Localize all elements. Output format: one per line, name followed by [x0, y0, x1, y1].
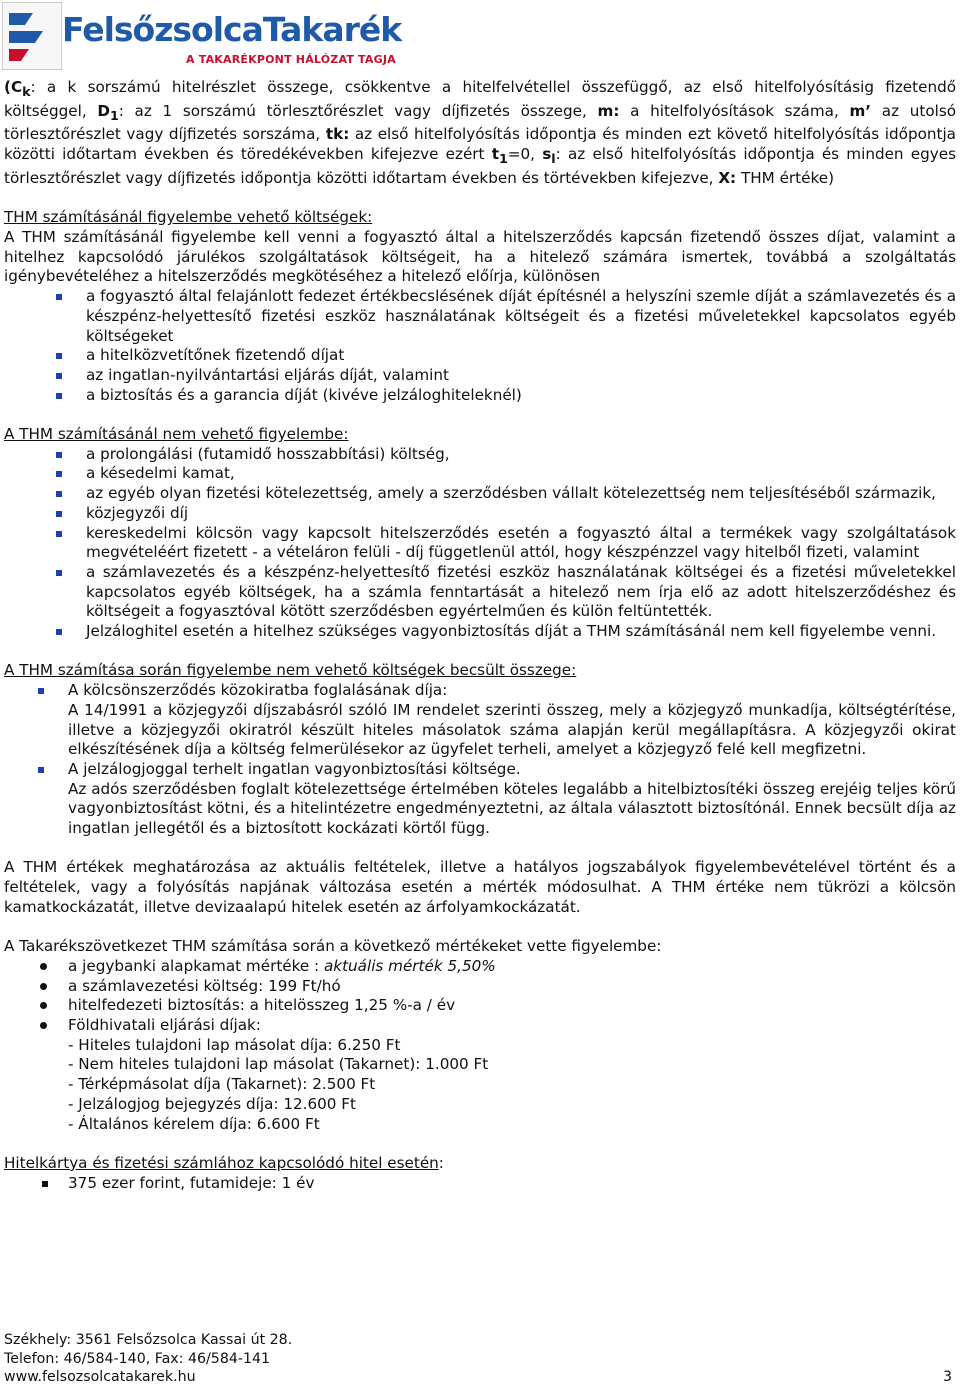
list-item: - Hiteles tulajdoni lap másolat díja: 6.250 Ft: [68, 1035, 401, 1054]
list-item: - Általános kérelem díja: 6.600 Ft: [68, 1114, 320, 1133]
round-bullet-icon: [40, 1022, 47, 1029]
list-item: a késedelmi kamat,: [4, 464, 956, 484]
square-bullet-icon: [56, 294, 62, 300]
list-item: a számlavezetési költség: 199 Ft/hó: [4, 977, 956, 997]
square-bullet-icon: [38, 688, 44, 694]
list-item: hitelfedezeti biztosítás: a hitelösszeg 1,25 %-a / év: [4, 996, 956, 1016]
round-bullet-icon: [40, 983, 47, 990]
excluded-costs-list: [4, 445, 956, 642]
logo-wordmark: FelsőzsolcaTakarék: [62, 10, 402, 49]
bank-logo: [0, 0, 402, 74]
round-bullet-icon: [40, 1002, 47, 1009]
square-bullet-icon: [56, 452, 62, 458]
round-bullet-icon: [40, 963, 47, 970]
footer-phone: Telefon: 46/584-140, Fax: 46/584-141: [4, 1350, 271, 1367]
square-bullet-icon: [38, 767, 44, 773]
list-item: közjegyzői díj: [4, 504, 956, 524]
list-item: Földhivatali eljárási díjak:: [4, 1016, 956, 1036]
square-bullet-icon: [56, 393, 62, 399]
square-bullet-icon: [56, 531, 62, 537]
list-item: Jelzáloghitel esetén a hitelhez szükséges vagyonbiztosítás díját a THM számításánál nem kell figyelembe venni.: [4, 622, 956, 642]
list-item: A jelzálogjoggal terhelt ingatlan vagyonbiztosítási költsége. Az adós szerződésben foglalt kötelezettsége értelmében köteles legalább a hitelbiztosítéki összeg erejéig teljes körű vagyonbiztosítást kötni, és a hitelintézetre engedményeztetni, az általa választott biztosítónál. Ennek becsült díja az ingatlan jellegétől és a biztosított kockázati körtől függ.: [4, 760, 956, 839]
square-bullet-icon: [56, 629, 62, 635]
list-item: A kölcsönszerződés közokiratba foglalásának díja: A 14/1991 a közjegyzői díjszabásról szóló IM rendelet szerinti összeg, mely a közjegyző munkadíja, költségtérítése, illetve a közjegyzői okiratról készült hiteles másolatok száma alapján kerül megállapításra. A közjegyzői okirat elkészítésének díja a költség felmerülésekor az ügyfelet terheli, amelyet a közjegyző felé kell megfizetni.: [4, 681, 956, 760]
section-intro: A THM számításánál figyelembe kell venni a fogyasztó által a hitelszerződés kapcsán fizetendő összes díjat, valamint a hitelhez kapcsolódó járulékos szolgáltatások költségeit, ha a hitelező számára ismertek, továbbá a szolgáltatás igénybevételéhez a hitelszerződés megkötéséhez a hitelező előírja, különösen: [4, 228, 956, 286]
thm-note-paragraph: A THM értékek meghatározása az aktuális feltételek, illetve a hatályos jogszabályok figyelembevételével történt és a feltételek, vagy a folyósítás napjának változása esetén a mérték módosulhat. A THM értéke nem tükrözi a kölcsön kamatkockázatát, illetve devizaalapú hitelek esetén az árfolyamkockázatát.: [4, 858, 956, 916]
list-item: 375 ezer forint, futamideje: 1 év: [4, 1174, 956, 1194]
logo-tagline: A TAKARÉKPONT HÁLÓZAT TAGJA: [186, 53, 396, 66]
list-item: a biztosítás és a garancia díját (kivéve jelzáloghiteleknél): [4, 386, 956, 406]
square-bullet-icon: [56, 491, 62, 497]
section-heading-credit-card: Hitelkártya és fizetési számlához kapcsolódó hitel esetén:: [4, 1153, 444, 1172]
page-number: 3: [942, 1369, 952, 1386]
document-body: [4, 78, 956, 1193]
definitions-paragraph: ($C_k$: a k sorszámú hitelrészlet összege, csökkentve a hitelfelvétellel összefüggő, az első hitelfolyósításig fizetendő költséggel, $D_1$: az 1 sorszámú törlesztőrészlet vagy díjfizetés összege, m: a hitelfolyósítások száma, m’ az utolsó törlesztőrészlet vagy díjfizetés sorszáma, tk: az első hitelfolyósítás időpontja és minden ezt követő hitelfolyósítás időpontja közötti időtartam években és töredékévekben kifejezve ezért $t_1=0$, $s_l$: az első hitelfolyósítás időpontja és minden egyes törlesztőrészlet vagy díjfizetés időpontja közötti időtartam években és törtévekben kifejezve, X: THM értéke): [4, 78, 957, 187]
list-item: - Nem hiteles tulajdoni lap másolat (Takarnet): 1.000 Ft: [68, 1055, 489, 1074]
list-item: a jegybanki alapkamat mértéke : aktuális mérték 5,50%: [4, 957, 956, 977]
credit-card-list: [4, 1174, 956, 1194]
list-item: a fogyasztó által felajánlott fedezet értékbecslésének díját építésnél a helyszíni szemle díját a számlavezetés és a készpénz-helyettesítő fizetési eszköz használatának költségeit és a fizetési műveletekkel kapcsolatos egyéb költségeket: [4, 287, 956, 346]
logo-mark-icon: [2, 2, 62, 70]
section-intro-rates: A Takarékszövetkezet THM számítása során a következő mértékeket vette figyelembe:: [4, 937, 662, 956]
list-item: kereskedelmi kölcsön vagy kapcsolt hitelszerződés esetén a fogyasztó által a termékek vagy szolgáltatások megvételéért fizetett - a vételáron felüli - díj függetlenül attól, hogy készpénzzel vagy hitelből fizeti, valamint: [4, 524, 956, 563]
square-bullet-icon: [56, 353, 62, 359]
section-heading-included-costs: THM számításánál figyelembe vehető költségek:: [4, 208, 373, 227]
list-item: a hitelközvetítőnek fizetendő díjat: [4, 346, 956, 366]
square-bullet-icon: [56, 471, 62, 477]
square-bullet-icon: [56, 570, 62, 576]
list-item: a prolongálási (futamidő hosszabbítási) költség,: [4, 445, 956, 465]
page-footer: [4, 1331, 956, 1387]
list-item: - Térképmásolat díja (Takarnet): 2.500 Ft: [68, 1075, 376, 1094]
rates-list: [4, 957, 956, 1036]
list-item: a számlavezetés és a készpénz-helyettesítő fizetési eszköz használatának költségei és a fizetési műveletekkel kapcsolatos egyéb költségek, ha a számla fenntartását a hitelező nem írja elő az adott hitelszerződéshez és költségeit a fogyasztóval kötött szerződésben egyértelműen és külön feltüntették.: [4, 563, 956, 622]
section-heading-excluded-costs: A THM számításánál nem vehető figyelembe:: [4, 425, 349, 444]
estimated-costs-list: [4, 681, 956, 839]
footer-address: Székhely: 3561 Felsőzsolca Kassai út 28.: [4, 1332, 293, 1348]
square-bullet-icon: [56, 373, 62, 379]
list-item: az egyéb olyan fizetési kötelezettség, amely a szerződésben vállalt kötelezettség nem teljesítéséből származik,: [4, 484, 956, 504]
included-costs-list: [4, 287, 956, 405]
land-registry-fees-list: [4, 1036, 956, 1135]
square-bullet-icon: [42, 1181, 48, 1187]
square-bullet-icon: [56, 511, 62, 517]
section-heading-estimated-costs: A THM számítása során figyelembe nem vehető költségek becsült összege:: [4, 661, 577, 680]
list-item: az ingatlan-nyilvántartási eljárás díját, valamint: [4, 366, 956, 386]
list-item: - Jelzálogjog bejegyzés díja: 12.600 Ft: [68, 1094, 356, 1113]
footer-website-link[interactable]: www.felsozsolcatakarek.hu: [4, 1369, 196, 1386]
